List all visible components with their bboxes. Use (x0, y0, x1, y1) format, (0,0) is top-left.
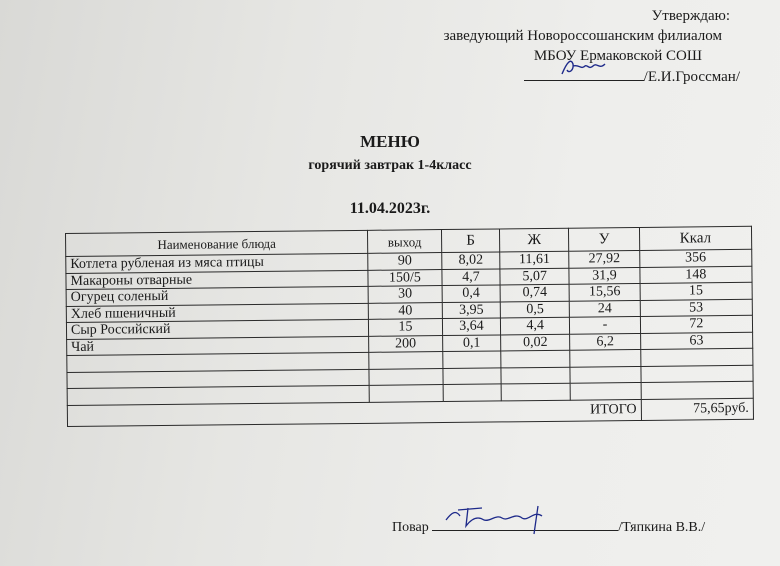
value-cell: 53 (640, 299, 753, 317)
value-cell (641, 365, 754, 383)
value-cell: 15 (640, 282, 753, 300)
value-cell: 40 (368, 302, 442, 319)
value-cell: 15 (368, 319, 442, 336)
col-header-portion: выход (367, 230, 441, 254)
value-cell: 8,02 (442, 252, 500, 269)
approval-position: заведующий Новороссошанским филиалом (443, 28, 722, 44)
cook-signature-line (432, 516, 618, 531)
value-cell: 31,9 (569, 267, 639, 284)
value-cell (369, 385, 443, 402)
dish-name-cell: Сыр Российский (66, 319, 368, 339)
approver-name: /Е.И.Гроссман/ (643, 69, 740, 85)
value-cell: 0,1 (443, 334, 501, 351)
value-cell (570, 382, 640, 399)
value-cell (443, 367, 501, 384)
cook-signature (442, 498, 562, 538)
value-cell (570, 349, 640, 366)
value-cell: 150/5 (368, 269, 442, 286)
signature-line (524, 66, 644, 81)
value-cell (640, 348, 753, 366)
dish-name-cell: Чай (67, 336, 369, 356)
value-cell (641, 381, 754, 399)
value-cell: 30 (368, 286, 442, 303)
approval-heading: Утверждаю: (651, 8, 730, 24)
value-cell: 5,07 (500, 268, 570, 285)
value-cell: 63 (640, 332, 753, 350)
value-cell (443, 351, 501, 368)
value-cell: - (570, 316, 640, 333)
value-cell: 15,56 (569, 283, 639, 300)
director-signature (559, 56, 609, 78)
cook-signature-block (392, 516, 705, 536)
dish-name-cell: Макароны отварные (66, 270, 368, 290)
approval-signature-row (444, 66, 740, 87)
total-label: ИТОГО (67, 399, 641, 426)
value-cell: 90 (368, 253, 442, 270)
col-header-fat: Ж (500, 228, 570, 252)
col-header-dish: Наименование блюда (66, 230, 368, 256)
dish-name-cell: Огурец соленый (66, 286, 368, 306)
cook-label: Повар (392, 520, 429, 535)
dish-name-cell: Хлеб пшеничный (66, 303, 368, 323)
value-cell (369, 352, 443, 369)
value-cell: 356 (639, 249, 752, 267)
value-cell: 0,5 (500, 301, 570, 318)
menu-date: 11.04.2023г. (349, 200, 431, 217)
value-cell: 3,64 (442, 318, 500, 335)
dish-name-cell: Котлета рубленая из мяса птицы (66, 253, 368, 273)
value-cell: 0,4 (442, 285, 500, 302)
total-value: 75,65руб. (641, 398, 754, 420)
value-cell (501, 383, 571, 400)
cook-name: /Тяпкина В.В./ (618, 520, 706, 535)
value-cell (501, 367, 571, 384)
value-cell (501, 350, 571, 367)
value-cell: 27,92 (569, 250, 639, 267)
value-cell: 11,61 (500, 251, 570, 268)
col-header-protein: Б (441, 229, 499, 253)
value-cell (369, 368, 443, 385)
approval-block (444, 6, 740, 87)
value-cell: 200 (369, 335, 443, 352)
value-cell (570, 366, 640, 383)
value-cell: 3,95 (442, 301, 500, 318)
value-cell: 72 (640, 315, 753, 333)
value-cell: 6,2 (570, 333, 640, 350)
col-header-carbs: У (569, 227, 639, 251)
value-cell: 24 (570, 300, 640, 317)
approval-organization: МБОУ Ермаковской СОШ (533, 48, 702, 64)
menu-subtitle: горячий завтрак 1-4класс (308, 158, 472, 173)
value-cell: 4,4 (500, 317, 570, 334)
value-cell: 0,74 (500, 284, 570, 301)
value-cell: 4,7 (442, 268, 500, 285)
menu-table (65, 226, 754, 427)
col-header-kcal: Ккал (639, 226, 752, 250)
menu-title: МЕНЮ (360, 132, 420, 151)
value-cell (443, 384, 501, 401)
value-cell: 0,02 (501, 334, 571, 351)
value-cell: 148 (640, 266, 753, 284)
